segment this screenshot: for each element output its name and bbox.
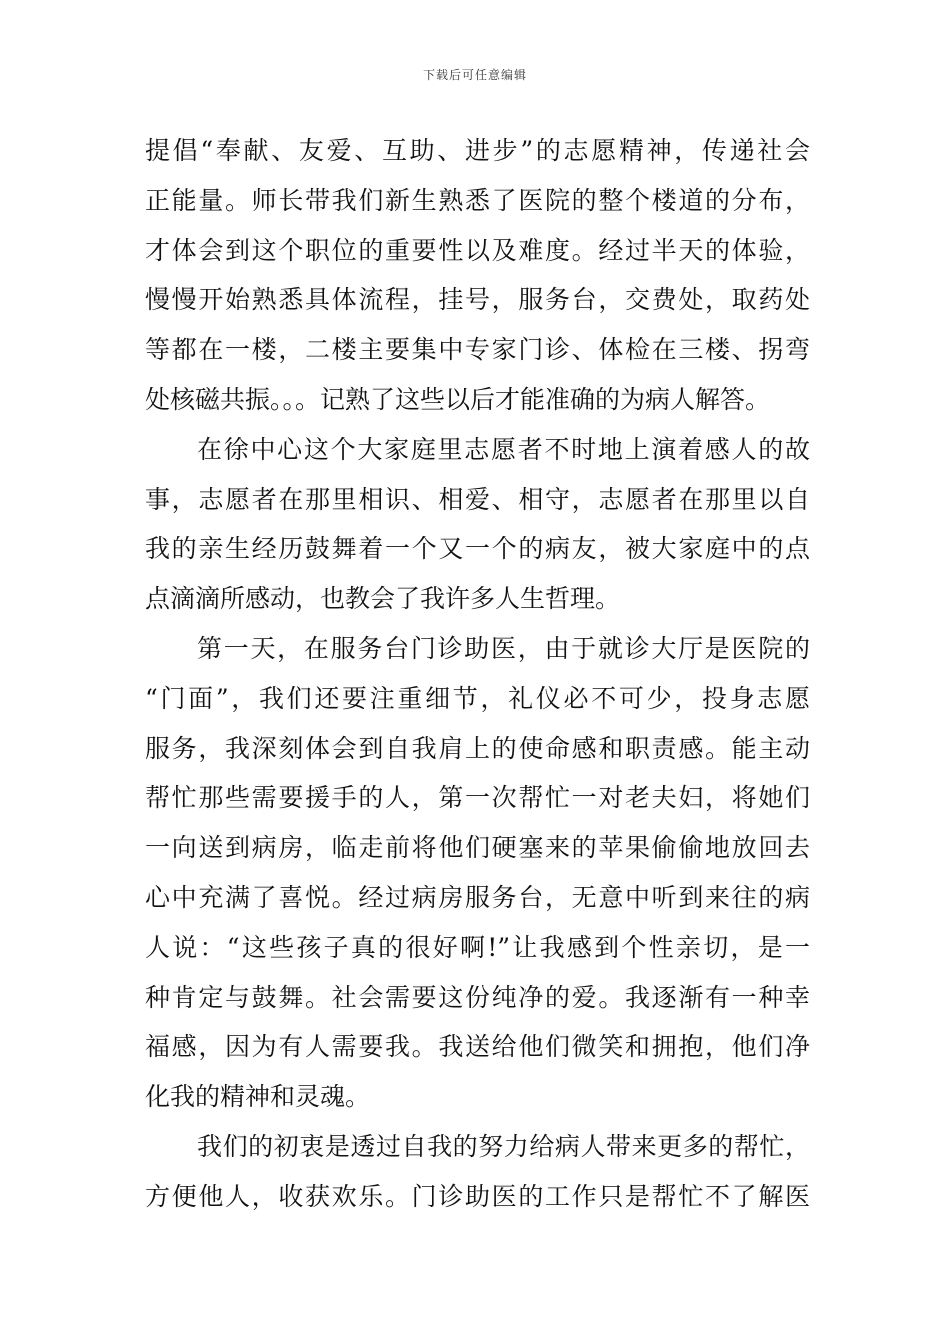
- text-line: 事，志愿者在那里相识、相爱、相守，志愿者在那里以自: [145, 484, 810, 514]
- text-line: 心中充满了喜悦。经过病房服务台，无意中听到来往的病: [145, 882, 810, 912]
- text-line: 我的亲生经历鼓舞着一个又一个的病友，被大家庭中的点: [145, 534, 810, 564]
- body-text: [145, 126, 810, 1222]
- text-line: “门面”，我们还要注重细节，礼仪必不可少，投身志愿: [145, 683, 810, 713]
- text-line: 化我的精神和灵魂。: [145, 1082, 371, 1112]
- text-line: 提倡“奉献、友爱、互助、进步”的志愿精神，传递社会: [145, 136, 810, 165]
- text-line: 人说：“这些孩子真的很好啊!”让我感到个性亲切，是一: [145, 932, 810, 962]
- text-line: 种肯定与鼓舞。社会需要这份纯净的爱。我逐渐有一种幸: [145, 982, 810, 1012]
- paragraph-start-line: 我们的初衷是透过自我的努力给病人带来更多的帮忙，: [197, 1131, 810, 1161]
- text-line: 一向送到病房，临走前将他们硬塞来的苹果偷偷地放回去: [145, 833, 810, 863]
- text-line: 服务，我深刻体会到自我肩上的使命感和职责感。能主动: [145, 733, 810, 763]
- text-line: 正能量。师长带我们新生熟悉了医院的整个楼道的分布，: [145, 185, 810, 215]
- text-line: 慢慢开始熟悉具体流程，挂号，服务台，交费处，取药处: [145, 285, 810, 315]
- text-line: 帮忙那些需要援手的人，第一次帮忙一对老夫妇，将她们: [145, 783, 810, 813]
- text-line: 等都在一楼，二楼主要集中专家门诊、体检在三楼、拐弯: [145, 335, 810, 365]
- paragraph-start-line: 在徐中心这个大家庭里志愿者不时地上演着感人的故: [197, 434, 810, 464]
- header-note: 下载后可任意编辑: [422, 68, 527, 82]
- text-line: 处核磁共振。。。记熟了这些以后才能准确的为病人解答。: [145, 384, 771, 414]
- paragraph-start-line: 第一天，在服务台门诊助医，由于就诊大厅是医院的: [197, 633, 810, 663]
- text-line: 方便他人，收获欢乐。门诊助医的工作只是帮忙不了解医: [145, 1181, 810, 1211]
- text-line: 才体会到这个职位的重要性以及难度。经过半天的体验，: [145, 235, 810, 265]
- text-line: 点滴滴所感动，也教会了我许多人生哲理。: [145, 584, 621, 614]
- text-line: 福感，因为有人需要我。我送给他们微笑和拥抱，他们净: [145, 1032, 810, 1062]
